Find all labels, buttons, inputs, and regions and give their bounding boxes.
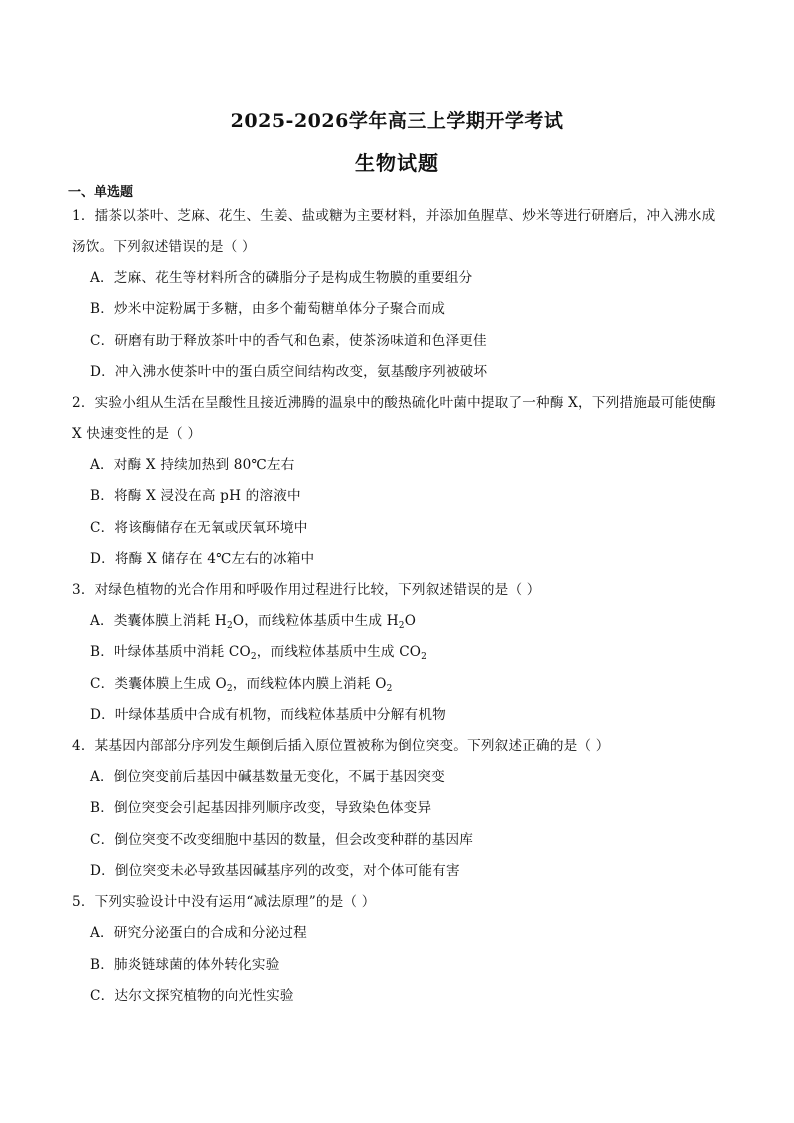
question-2-option-a: A．对酶 X 持续加热到 80℃左右 [90, 457, 295, 473]
question-4-option-a: A．倒位突变前后基因中碱基数量无变化，不属于基因突变 [90, 769, 445, 785]
question-1-stem-line-1: 1．擂茶以茶叶、芝麻、花生、生姜、盐或糖为主要材料，并添加鱼腥草、炒米等进行研磨后，冲入沸水成 [72, 208, 716, 224]
question-3-option-d: D．叶绿体基质中合成有机物，而线粒体基质中分解有机物 [90, 707, 446, 723]
question-5-option-b: B．肺炎链球菌的体外转化实验 [90, 957, 280, 973]
question-2-option-c: C．将该酶储存在无氧或厌氧环境中 [90, 520, 308, 536]
question-1-option-d: D．冲入沸水使茶叶中的蛋白质空间结构改变，氨基酸序列被破坏 [90, 364, 488, 380]
question-3-option-c: C．类囊体膜上生成 $O_2$，而线粒体内膜上消耗 $O_2$ [90, 676, 393, 694]
section-heading: 一、单选题 [68, 185, 134, 200]
exam-title: 2025-2026学年高三上学期开学考试 [230, 110, 564, 132]
question-4-option-d: D．倒位突变未必导致基因碱基序列的改变，对个体可能有害 [90, 863, 460, 879]
question-5-stem: 5．下列实验设计中没有运用“减法原理”的是（ ） [72, 894, 376, 910]
question-1-option-b: B．炒米中淀粉属于多糖，由多个葡萄糖单体分子聚合而成 [90, 301, 446, 317]
question-3-option-a: A．类囊体膜上消耗 $H_2O$，而线粒体基质中生成 $H_2O$ [90, 613, 417, 631]
question-4-option-c: C．倒位突变不改变细胞中基因的数量，但会改变种群的基因库 [90, 832, 474, 848]
question-2-option-d: D．将酶 X 储存在 4℃左右的冰箱中 [90, 551, 315, 567]
question-2-stem-line-2: X 快速变性的是（ ） [72, 426, 202, 442]
question-1-option-a: A．芝麻、花生等材料所含的磷脂分子是构成生物膜的重要组分 [90, 270, 473, 286]
question-1-stem-line-2: 汤饮。下列叙述错误的是（ ） [72, 239, 256, 255]
question-4-stem: 4．某基因内部部分序列发生颠倒后插入原位置被称为倒位突变。下列叙述正确的是（ ） [72, 738, 610, 754]
question-3-option-b: B．叶绿体基质中消耗 $CO_2$，而线粒体基质中生成 $CO_2$ [90, 644, 428, 662]
question-2-option-b: B．将酶 X 浸没在高 pH 的溶液中 [90, 488, 301, 504]
subject-title: 生物试题 [355, 151, 439, 175]
question-5-option-c: C．达尔文探究植物的向光性实验 [90, 988, 294, 1004]
question-2-stem-line-1: 2．实验小组从生活在呈酸性且接近沸腾的温泉中的酸热硫化叶菌中提取了一种酶 X，下列措施最可能使酶 [72, 395, 716, 411]
question-4-option-b: B．倒位突变会引起基因排列顺序改变，导致染色体变异 [90, 800, 432, 816]
question-1-option-c: C．研磨有助于释放茶叶中的香气和色素，使茶汤味道和色泽更佳 [90, 333, 487, 349]
question-3-stem: 3．对绿色植物的光合作用和呼吸作用过程进行比较，下列叙述错误的是（ ） [72, 582, 541, 598]
question-5-option-a: A．研究分泌蛋白的合成和分泌过程 [90, 925, 307, 941]
